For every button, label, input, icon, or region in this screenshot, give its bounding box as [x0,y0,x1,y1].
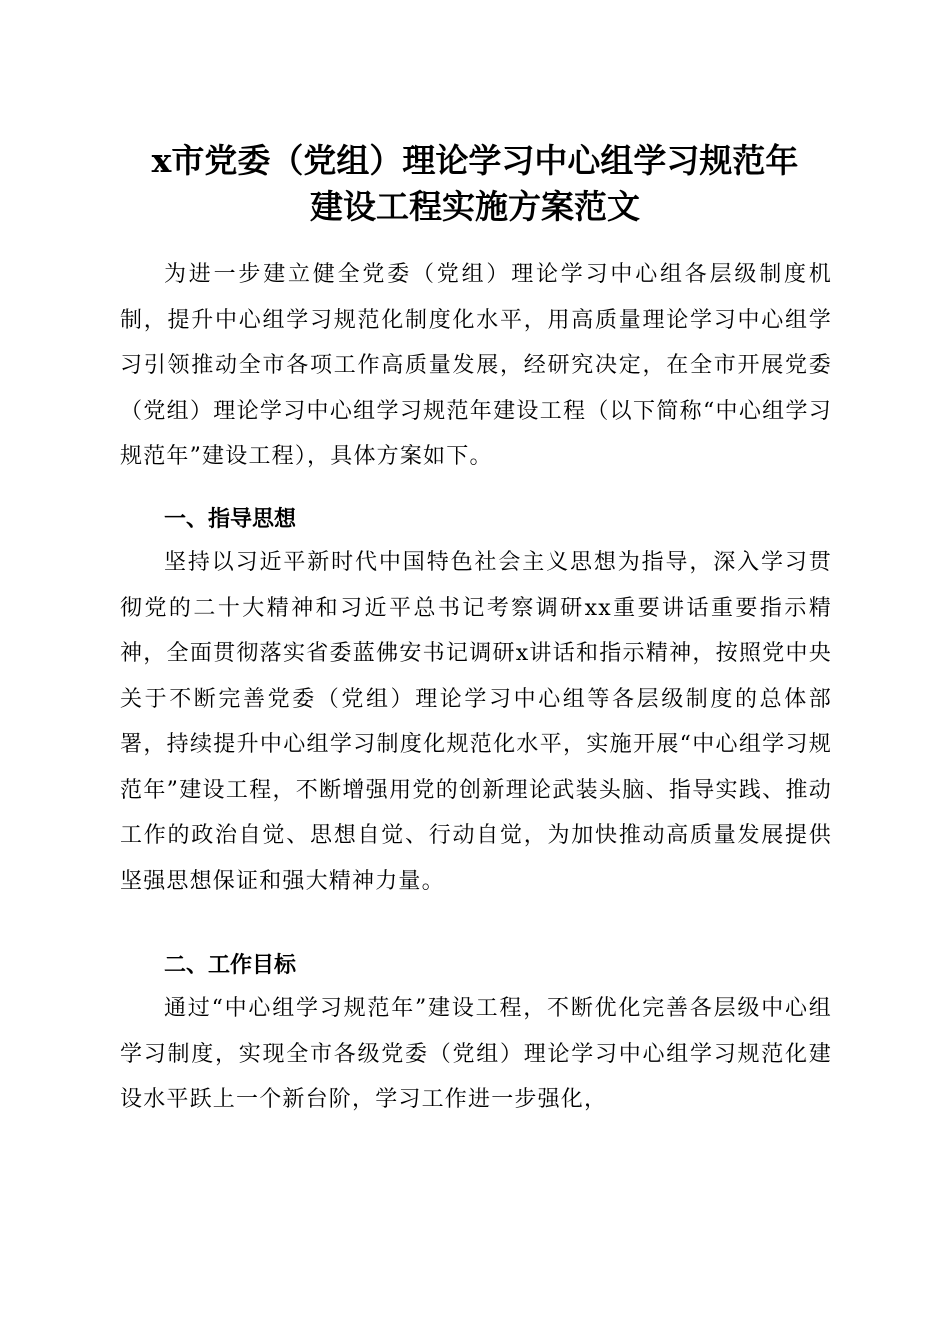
section-paragraph-guiding-ideology: 坚持以习近平新时代中国特色社会主义思想为指导，深入学习贯彻党的二十大精神和习近平总书记考察调研xx重要讲话重要指示精神，全面贯彻落实省委蓝佛安书记调研x讲话和指示精神，按照党中央关于不断完善党委（党组）理论学习中心组等各层级制度的总体部署，持续提升中心组学习制度化规范化水平，实施开展“中心组学习规范年”建设工程，不断增强用党的创新理论武装头脑、指导实践、推动工作的政治自觉、思想自觉、行动自觉，为加快推动高质量发展提供坚强思想保证和强大精神力量。 [120,550,832,894]
document-title-line-1: x市党委（党组）理论学习中心组学习规范年 [151,141,799,180]
section-heading-work-objectives: 二、工作目标 [164,953,297,978]
section-paragraph-work-objectives: 通过“中心组学习规范年”建设工程，不断优化完善各层级中心组学习制度，实现全市各级党委（党组）理论学习中心组学习规范化建设水平跃上一个新台阶，学习工作进一步强化， [120,996,832,1112]
document-title-line-2: 建设工程实施方案范文 [310,187,640,226]
intro-paragraph: 为进一步建立健全党委（党组）理论学习中心组各层级制度机制，提升中心组学习规范化制度化水平，用高质量理论学习中心组学习引领推动全市各项工作高质量发展，经研究决定，在全市开展党委（党组）理论学习中心组学习规范年建设工程（以下简称“中心组学习规范年”建设工程），具体方案如下。 [120,262,832,469]
section-heading-guiding-ideology: 一、指导思想 [164,507,297,532]
